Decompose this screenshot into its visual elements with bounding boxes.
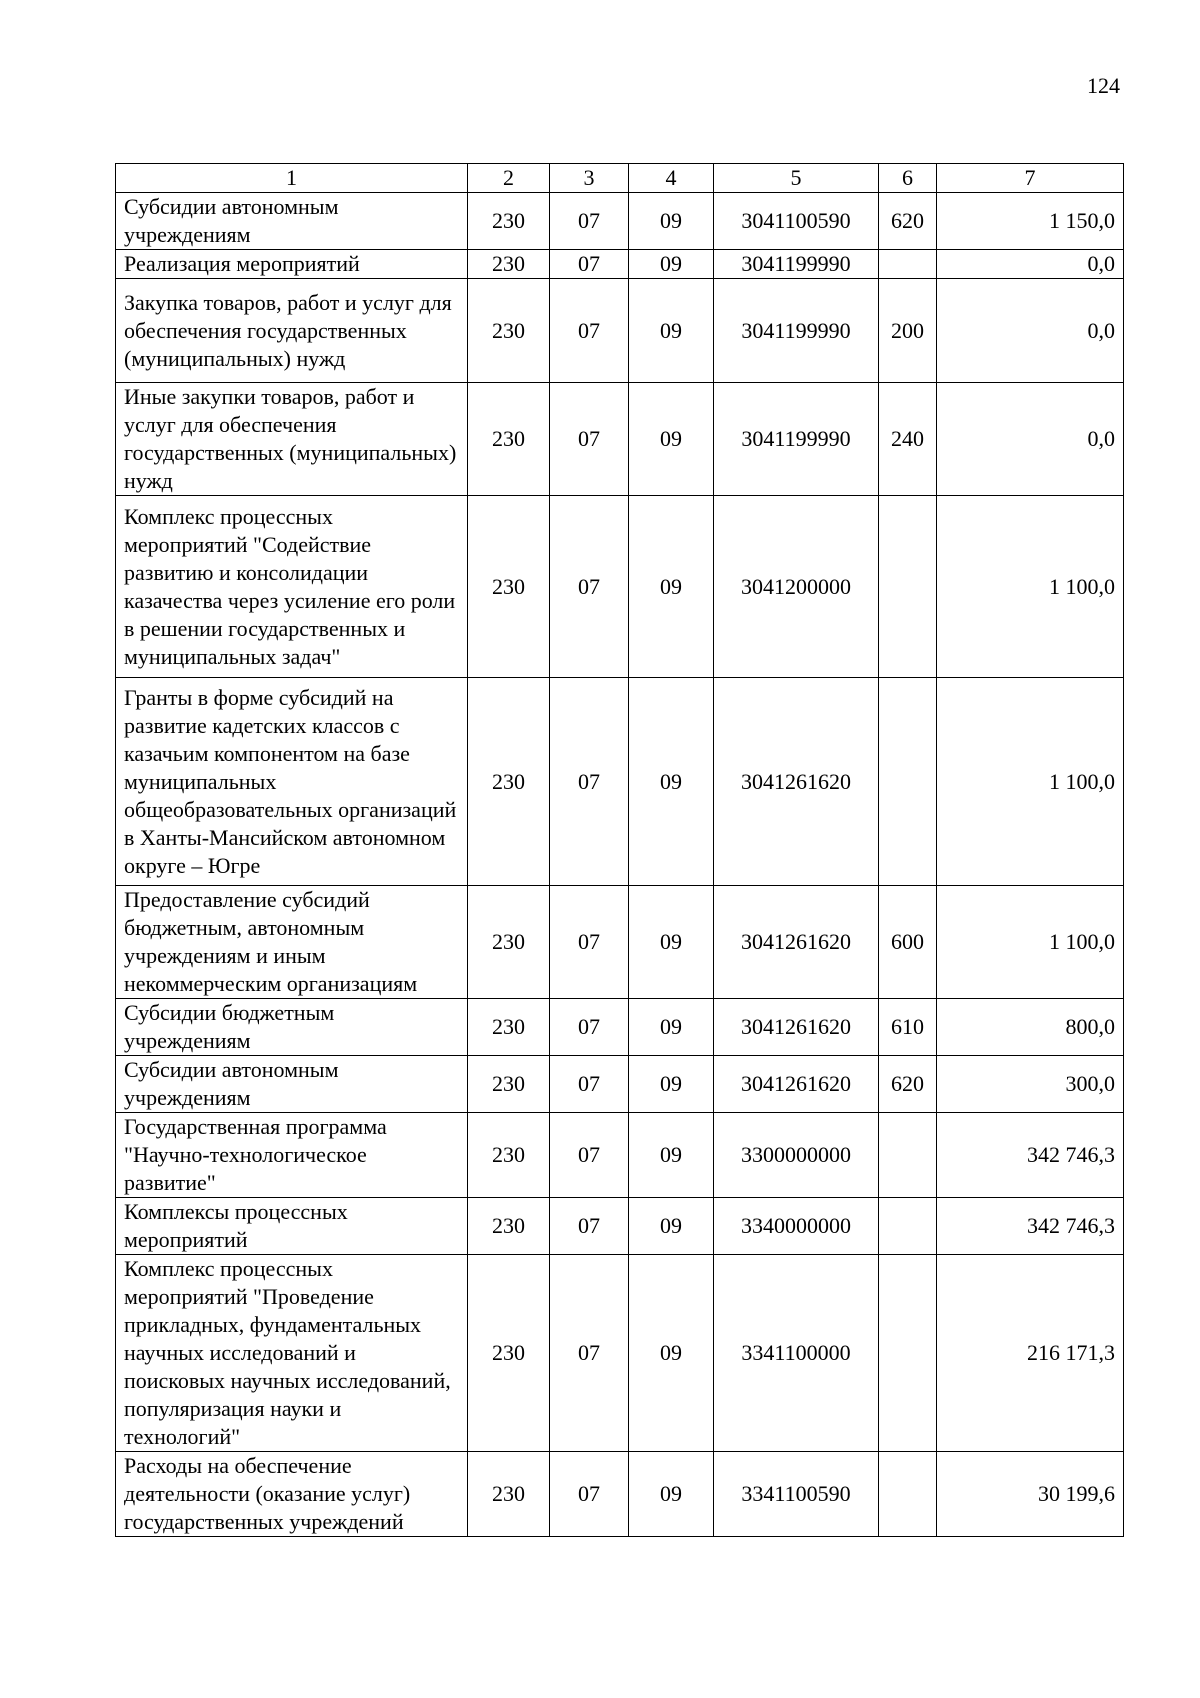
row-col-5-cell: 3041199990: [714, 250, 879, 279]
row-col-5-cell: 3041199990: [714, 383, 879, 496]
row-amount-cell: 342 746,3: [937, 1113, 1124, 1198]
row-name-cell: Закупка товаров, работ и услуг для обеспечения государственных (муниципальных) нужд: [116, 279, 468, 383]
row-col-4-cell: 09: [629, 1056, 714, 1113]
table-row: [116, 193, 1124, 250]
table-row: [116, 678, 1124, 886]
row-name-cell: Государственная программа "Научно-технологическое развитие": [116, 1113, 468, 1198]
header-col-2: 2: [468, 164, 550, 193]
row-col-2-cell: 230: [468, 1198, 550, 1255]
table-row: [116, 1452, 1124, 1537]
row-col-4-cell: 09: [629, 886, 714, 999]
row-col-5-cell: 3340000000: [714, 1198, 879, 1255]
row-col-2-cell: 230: [468, 1113, 550, 1198]
row-col-4-cell: 09: [629, 1198, 714, 1255]
row-amount-cell: 1 100,0: [937, 886, 1124, 999]
row-col-2-cell: 230: [468, 279, 550, 383]
row-col-5-cell: 3041261620: [714, 999, 879, 1056]
row-col-4-cell: 09: [629, 383, 714, 496]
row-col-5-cell: 3041200000: [714, 496, 879, 678]
row-col-4-cell: 09: [629, 1452, 714, 1537]
header-col-5: 5: [714, 164, 879, 193]
row-col-4-cell: 09: [629, 678, 714, 886]
row-amount-cell: 1 150,0: [937, 193, 1124, 250]
row-amount-cell: 0,0: [937, 250, 1124, 279]
row-col-3-cell: 07: [550, 1056, 629, 1113]
row-name-cell: Расходы на обеспечение деятельности (оказание услуг) государственных учреждений: [116, 1452, 468, 1537]
row-col-6-cell: [879, 1198, 937, 1255]
row-amount-cell: 1 100,0: [937, 496, 1124, 678]
row-col-2-cell: 230: [468, 250, 550, 279]
row-col-6-cell: 200: [879, 279, 937, 383]
header-col-3: 3: [550, 164, 629, 193]
row-amount-cell: 1 100,0: [937, 678, 1124, 886]
row-col-4-cell: 09: [629, 1113, 714, 1198]
row-amount-cell: 800,0: [937, 999, 1124, 1056]
row-col-4-cell: 09: [629, 999, 714, 1056]
row-col-3-cell: 07: [550, 193, 629, 250]
row-col-2-cell: 230: [468, 1056, 550, 1113]
row-col-3-cell: 07: [550, 250, 629, 279]
row-col-6-cell: [879, 678, 937, 886]
row-col-2-cell: 230: [468, 496, 550, 678]
table-row: [116, 1198, 1124, 1255]
row-col-6-cell: [879, 496, 937, 678]
row-amount-cell: 30 199,6: [937, 1452, 1124, 1537]
row-col-3-cell: 07: [550, 1198, 629, 1255]
row-col-3-cell: 07: [550, 1255, 629, 1452]
row-col-5-cell: 3041261620: [714, 678, 879, 886]
row-col-5-cell: 3041100590: [714, 193, 879, 250]
row-col-3-cell: 07: [550, 999, 629, 1056]
row-col-3-cell: 07: [550, 886, 629, 999]
row-col-6-cell: 240: [879, 383, 937, 496]
budget-table: [115, 163, 1124, 1537]
row-name-cell: Субсидии автономным учреждениям: [116, 193, 468, 250]
row-col-4-cell: 09: [629, 279, 714, 383]
table-row: [116, 1255, 1124, 1452]
row-name-cell: Реализация мероприятий: [116, 250, 468, 279]
table-row: [116, 383, 1124, 496]
table-row: [116, 886, 1124, 999]
row-col-5-cell: 3341100000: [714, 1255, 879, 1452]
row-col-3-cell: 07: [550, 1113, 629, 1198]
row-name-cell: Субсидии бюджетным учреждениям: [116, 999, 468, 1056]
table-row: [116, 250, 1124, 279]
row-col-6-cell: 620: [879, 1056, 937, 1113]
row-name-cell: Предоставление субсидий бюджетным, автономным учреждениям и иным некоммерческим организациям: [116, 886, 468, 999]
row-col-4-cell: 09: [629, 1255, 714, 1452]
table-row: [116, 1056, 1124, 1113]
table-row: [116, 279, 1124, 383]
row-col-3-cell: 07: [550, 678, 629, 886]
row-amount-cell: 300,0: [937, 1056, 1124, 1113]
row-col-2-cell: 230: [468, 678, 550, 886]
row-amount-cell: 216 171,3: [937, 1255, 1124, 1452]
row-col-2-cell: 230: [468, 383, 550, 496]
table-row: [116, 496, 1124, 678]
row-amount-cell: 0,0: [937, 383, 1124, 496]
row-col-5-cell: 3041261620: [714, 1056, 879, 1113]
row-col-2-cell: 230: [468, 999, 550, 1056]
table-row: [116, 999, 1124, 1056]
header-col-7: 7: [937, 164, 1124, 193]
row-col-6-cell: [879, 250, 937, 279]
row-col-6-cell: [879, 1452, 937, 1537]
row-col-2-cell: 230: [468, 1255, 550, 1452]
row-name-cell: Иные закупки товаров, работ и услуг для обеспечения государственных (муниципальных) нужд: [116, 383, 468, 496]
header-col-4: 4: [629, 164, 714, 193]
page-number: 124: [1087, 73, 1120, 98]
row-col-5-cell: 3341100590: [714, 1452, 879, 1537]
row-col-2-cell: 230: [468, 886, 550, 999]
row-amount-cell: 342 746,3: [937, 1198, 1124, 1255]
row-col-3-cell: 07: [550, 383, 629, 496]
table-header: [116, 164, 1124, 193]
row-col-2-cell: 230: [468, 1452, 550, 1537]
row-name-cell: Гранты в форме субсидий на развитие кадетских классов с казачьим компонентом на базе муниципальных общеобразовательных организаций в Ханты-Мансийском автономном округе – Югре: [116, 678, 468, 886]
row-name-cell: Комплекс процессных мероприятий "Проведение прикладных, фундаментальных научных исследований и поисковых научных исследований, популяризация науки и технологий": [116, 1255, 468, 1452]
table-body: [116, 193, 1124, 1537]
header-col-1: 1: [116, 164, 468, 193]
row-col-6-cell: 610: [879, 999, 937, 1056]
row-col-4-cell: 09: [629, 496, 714, 678]
row-col-6-cell: 620: [879, 193, 937, 250]
row-col-5-cell: 3300000000: [714, 1113, 879, 1198]
header-row: [116, 164, 1124, 193]
row-col-3-cell: 07: [550, 1452, 629, 1537]
row-col-6-cell: 600: [879, 886, 937, 999]
row-col-4-cell: 09: [629, 193, 714, 250]
row-amount-cell: 0,0: [937, 279, 1124, 383]
row-col-3-cell: 07: [550, 496, 629, 678]
table-row: [116, 1113, 1124, 1198]
row-col-4-cell: 09: [629, 250, 714, 279]
row-name-cell: Субсидии автономным учреждениям: [116, 1056, 468, 1113]
row-col-2-cell: 230: [468, 193, 550, 250]
row-col-5-cell: 3041199990: [714, 279, 879, 383]
row-col-6-cell: [879, 1113, 937, 1198]
row-name-cell: Комплексы процессных мероприятий: [116, 1198, 468, 1255]
row-col-6-cell: [879, 1255, 937, 1452]
row-col-3-cell: 07: [550, 279, 629, 383]
header-col-6: 6: [879, 164, 937, 193]
row-col-5-cell: 3041261620: [714, 886, 879, 999]
row-name-cell: Комплекс процессных мероприятий "Содействие развитию и консолидации казачества через усиление его роли в решении государственных и муниципальных задач": [116, 496, 468, 678]
